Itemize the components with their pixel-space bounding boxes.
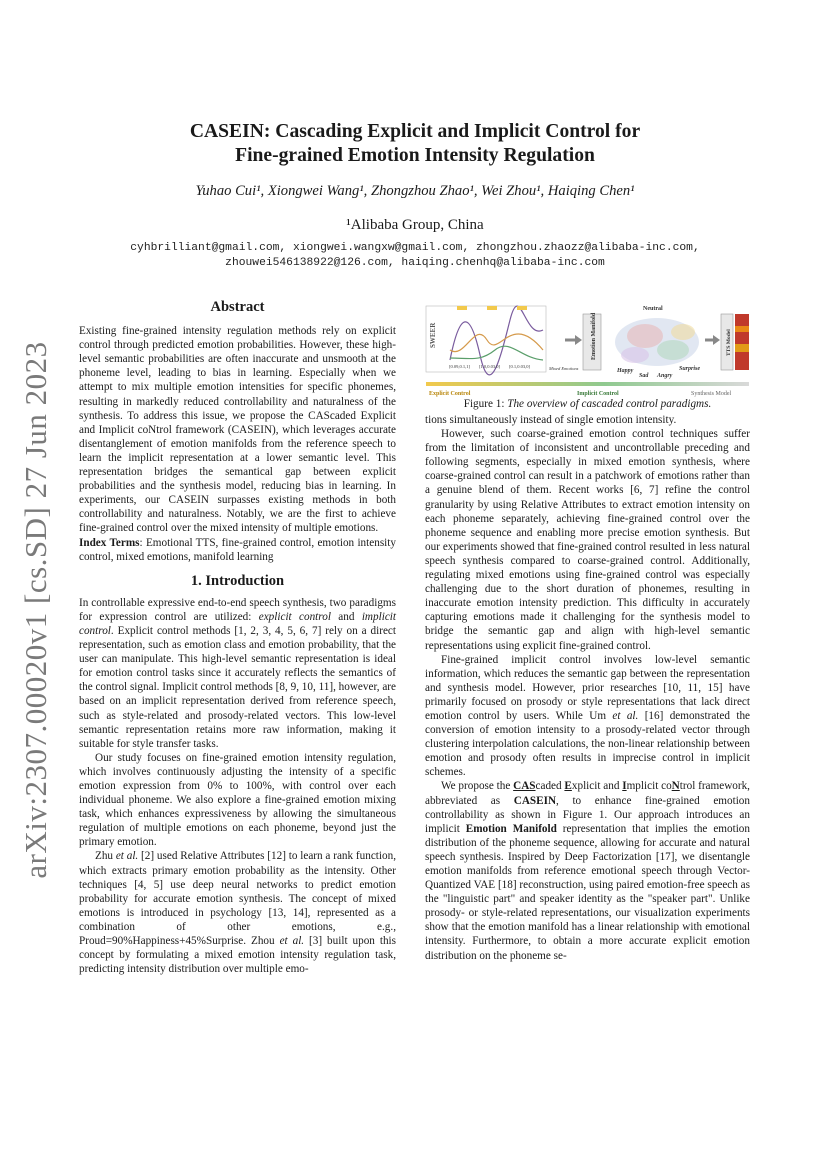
intro-paragraph-1: In controllable expressive end-to-end speech synthesis, two paradigms for expression control are utilized: explicit control and implicit control. Explicit control methods [1, 2, 3, 4, 5, 6, 7] rely on a direct representation, such as emotion class and emotion probability, that the user can manipulate. This high-level semantic representation is ideal for emotion control tasks since it accurately reflects the semantics of the control signal. Implicit control methods [8, 9, 10, 11], however, are based on an implicit representation derived from reference speech, such as style-related and prosody-related vectors. This low-level semantic representation retains more raw information, making it suitable for style transfer tasks. (79, 596, 397, 750)
authors: Yuhao Cui¹, Xiongwei Wang¹, Zhongzhou Zhao¹, Wei Zhou¹, Haiqing Chen¹ (195, 183, 635, 199)
title-line-1: CASEIN: Cascading Explicit and Implicit Control for (189, 121, 641, 142)
tick-1: [0.09,0.1,1] (449, 364, 470, 369)
left-column (79, 300, 396, 976)
emails-line-2: zhouwei546138922@126.com, haiqing.chenhq@alibaba-inc.com (225, 257, 605, 269)
intro-paragraph-2: Our study focuses on fine-grained emotion intensity regulation, which involves continuously adjusting the intensity of a specific emotion expression from 0% to 100%, with control over each individual phoneme. We also explore a fine-grained emotion mixing task, which enhances expressiveness by allowing the simultaneous regulation of multiple emotions on each phoneme, beyond just the primary emotion. (79, 751, 396, 849)
title-line-2: Fine-grained Emotion Intensity Regulation (235, 145, 595, 166)
highlight-3 (517, 306, 527, 310)
sad-label: Sad (639, 373, 649, 379)
figure-svg (425, 300, 750, 400)
angry-label: Angry (657, 373, 673, 379)
arrow-2-head (713, 335, 720, 345)
synthesis-model-label: Synthesis Model (691, 391, 732, 397)
section-1-heading: 1. Introduction (190, 572, 285, 589)
mixed-emotions-label: Mixed Emotions (549, 366, 579, 371)
abstract-heading: Abstract (210, 299, 265, 315)
manifold-scatter (615, 318, 699, 366)
surprise-label: Surprise (679, 366, 701, 372)
emails-line-1: cyhbrilliant@gmail.com, xiongwei.wangxw@gmail.com, zhongzhou.zhaozz@alibaba-inc.com, (130, 242, 700, 254)
right-paragraph-1: However, such coarse-grained emotion control techniques suffer from the limitation of inconsistent and uncontrollable preceding and following segments, especially in mixed emotion synthesis, where coarse-grained control can result in a patchwork of emotions rather than a genuine blend of them. Recent works [6, 7] refine the control granularity by using Relative Attributes to extract emotion intensity on each phoneme separately, achieving fine-grained control over the phoneme sequence and enabling more precise emotion synthesis. But our experiments showed that fine-grained control resulted in less natural speech synthesis compared to coarse-grained control. Additionally, regulating mixed emotions using fine-grained control was especially challenging due to the short duration of phonemes, resulting in inaccurate emotion intensity prediction. This difficulty in accurately capturing emotions made it challenging for the synthesis model to bridge the semantic gap and align with high-level semantic representations using explicit fine-grained control. (425, 428, 750, 652)
abstract-text: Existing fine-grained intensity regulation methods rely on explicit control through predicted emotion probabilities. However, these high-level semantic probabilities are often inaccurate and unsmooth at the phoneme level, leading to bias in learning. Especially when we attempt to mix multiple emotion intensities for specific phonemes, resulting in markedly reduced controllability and naturalness of the synthesis. To address this issue, we propose the CAScaded Explicit and Implicit coNtrol framework (CASEIN), which leverages accurate disentanglement of emotion manifolds from the reference speech to learn the implicit representation at a lower semantic level. This representation bridges the semantical gap between explicit probabilities and the synthesis model, reducing bias in learning. In experiments, our CASEIN surpasses existing methods in both controllability and naturalness. Notably, we are the first to achieve fine-grained control over the mixed intensity of multiple emotions. (79, 325, 396, 535)
control-gradient-bar (426, 382, 749, 386)
tick-2: [1.0,0.03,0] (479, 364, 500, 369)
highlight-2 (487, 306, 497, 310)
right-paragraph-3: We propose the CAScaded Explicit and Implicit coNtrol framework, abbreviated as CASEIN, to enhance fine-grained emotion controllability as shown in Figure 1. Our approach introduces an implicit Emotion Manifold representation that implies the emotion distribution of the phoneme sequence, allowing for accurate and natural speech synthesis. Inspired by Deep Factorization [17], we disentangle emotion manifolds from reference emotional speech through Vector-Quantized VAE [18] reconstruction, using paired emotion-free speech as the "linguistic part" and speaker identity as the "speaker part". Unlike prosody- or style-related representations, our visualization experiments show that the emotion manifold has a linear relationship with emotional intensity. Furthermore, to obtain a more accurate explicit emotion distribution on the phoneme se- (425, 780, 750, 962)
figure-1-caption: Figure 1: The overview of cascaded control paradigms. (463, 398, 712, 410)
implicit-control-label: Implicit Control (577, 391, 619, 397)
explicit-control-label: Explicit Control (429, 391, 471, 397)
spectrogram (735, 314, 749, 370)
happy-label: Happy (617, 368, 634, 374)
neutral-label: Neutral (643, 306, 663, 312)
right-paragraph-2: Fine-grained implicit control involves low-level semantic information, which reduces the semantic gap between the representation and synthesis model. However, prior researches [10, 11, 15] have primarily focused on prosody or style representations that lack direct emotion control by users. While Um et al. [16] demonstrated the conversion of emotion intensity to a prosody-related vector through clustering interpolation calculations, the non-linear relationship between emotion and prosody often results in imprecise control in implicit schemes. (425, 653, 750, 779)
index-terms-label: Index Terms (79, 536, 140, 549)
right-column (425, 413, 750, 963)
emails (60, 241, 770, 271)
emotion-manifold-label: Emotion Manifold (591, 312, 597, 360)
intro-paragraph-3: Zhu et al. [2] used Relative Attributes [12] to learn a rank function, which extracts primary emotion probability as the intensity. Other techniques [4, 5] use deep neural networks to predict emotion probability for accurate emotion synthesis. The concept of mixed emotions is introduced in psychology [13, 14], represented as a combination of other emotions, e.g., Proud=90%Happiness+45%Surprise. Zhou et al. [3] built upon this concept by formulating a mixed emotion intensity regulation task, predicting intensity distribution over multiple emo- (79, 850, 397, 976)
right-paragraph-0: tions simultaneously instead of single emotion intensity. (425, 414, 677, 426)
figure-1-diagram (425, 300, 750, 400)
tts-model-label: TTS Model (726, 329, 732, 356)
index-terms (79, 536, 396, 564)
paper-title (120, 120, 710, 168)
arxiv-identifier: arXiv:2307.00020v1 [cs.SD] 27 Jun 2023 (18, 341, 53, 879)
arrow-1-head (575, 335, 582, 345)
sweer-label: SWEER (429, 322, 437, 348)
tick-3: [0.1,0.03,0] (509, 364, 530, 369)
affiliation: ¹Alibaba Group, China (346, 217, 484, 233)
index-terms-text: : Emotional TTS, fine-grained control, emotion intensity control, mixed emotions, manifold learning (79, 536, 396, 563)
highlight-1 (457, 306, 467, 310)
